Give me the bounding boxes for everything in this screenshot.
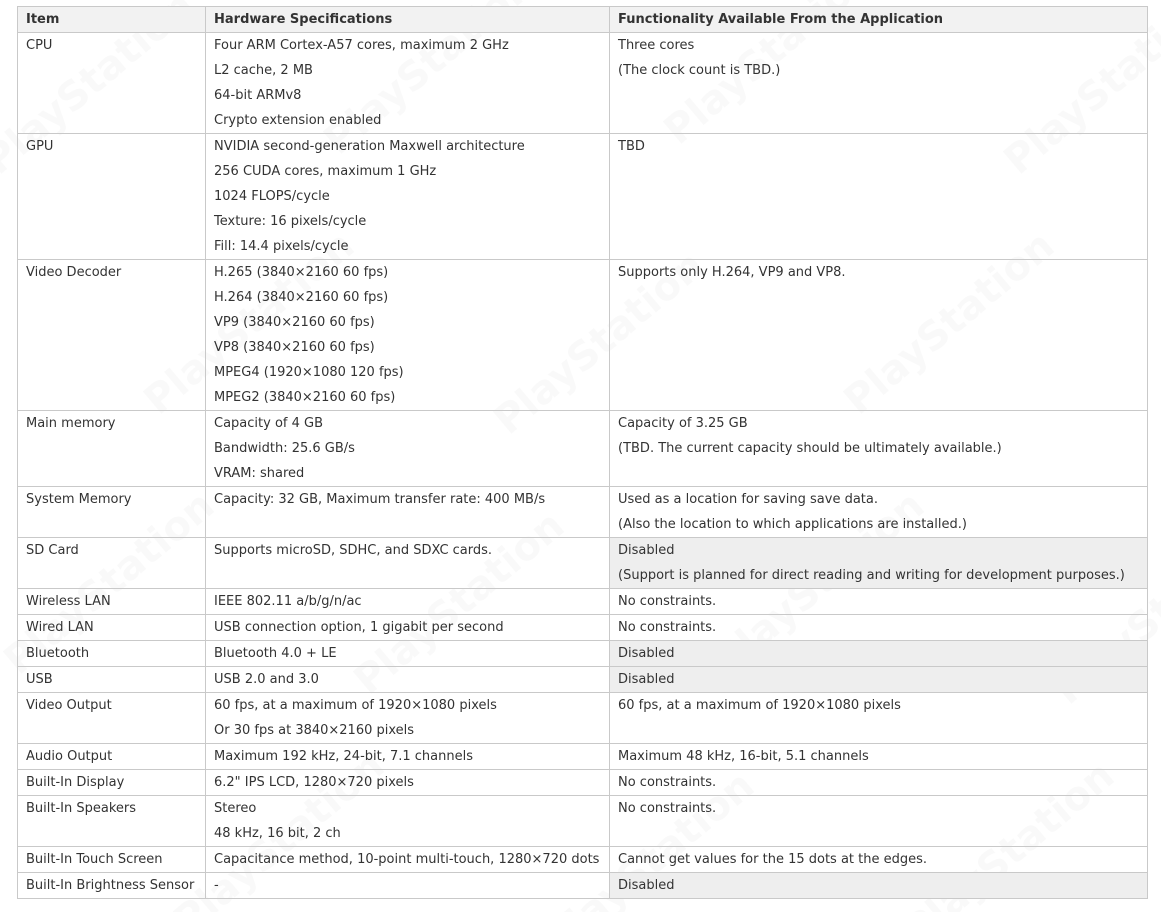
- hardware-spec-line: Four ARM Cortex-A57 cores, maximum 2 GHz: [214, 38, 509, 53]
- item-label: SD Card: [26, 543, 79, 558]
- hardware-spec-cell: [206, 873, 610, 899]
- functionality-line: No constraints.: [618, 594, 717, 609]
- functionality-cell: [610, 744, 1148, 770]
- functionality-line: No constraints.: [618, 801, 717, 816]
- item-cell: [18, 693, 206, 744]
- item-label: GPU: [26, 139, 54, 154]
- table-row: [18, 538, 1148, 589]
- functionality-line: No constraints.: [618, 620, 717, 635]
- functionality-cell: [610, 411, 1148, 487]
- functionality-cell: [610, 33, 1148, 134]
- item-cell: [18, 134, 206, 260]
- functionality-line: TBD: [618, 139, 645, 154]
- item-cell: [18, 487, 206, 538]
- hardware-spec-line: VP8 (3840×2160 60 fps): [214, 340, 375, 355]
- hardware-spec-cell: [206, 411, 610, 487]
- item-label: System Memory: [26, 492, 132, 507]
- hardware-spec-line: USB connection option, 1 gigabit per second: [214, 620, 504, 635]
- header-functionality: Functionality Available From the Application: [610, 7, 1148, 33]
- item-cell: [18, 538, 206, 589]
- hardware-spec-cell: [206, 487, 610, 538]
- hardware-spec-line: MPEG2 (3840×2160 60 fps): [214, 390, 396, 405]
- table-body: [18, 33, 1148, 899]
- functionality-line: Maximum 48 kHz, 16-bit, 5.1 channels: [618, 749, 869, 764]
- hardware-spec-cell: [206, 796, 610, 847]
- table-row: [18, 796, 1148, 847]
- item-label: Built-In Touch Screen: [26, 852, 163, 867]
- table-row: [18, 589, 1148, 615]
- hardware-spec-line: Crypto extension enabled: [214, 113, 382, 128]
- hardware-spec-line: H.264 (3840×2160 60 fps): [214, 290, 389, 305]
- hardware-spec-cell: [206, 615, 610, 641]
- functionality-cell: [610, 615, 1148, 641]
- hardware-spec-line: USB 2.0 and 3.0: [214, 672, 319, 687]
- item-label: Audio Output: [26, 749, 113, 764]
- functionality-line: Used as a location for saving save data.: [618, 492, 879, 507]
- functionality-line: Cannot get values for the 15 dots at the edges.: [618, 852, 928, 867]
- functionality-cell: [610, 693, 1148, 744]
- hardware-spec-line: Capacitance method, 10-point multi-touch, 1280×720 dots: [214, 852, 600, 867]
- hardware-spec-line: L2 cache, 2 MB: [214, 63, 313, 78]
- item-label: Wired LAN: [26, 620, 94, 635]
- table-row: [18, 260, 1148, 411]
- table-row: [18, 667, 1148, 693]
- item-label: CPU: [26, 38, 53, 53]
- hardware-spec-line: 60 fps, at a maximum of 1920×1080 pixels: [214, 698, 497, 713]
- item-cell: [18, 615, 206, 641]
- functionality-line: Disabled: [618, 543, 675, 558]
- functionality-line: 60 fps, at a maximum of 1920×1080 pixels: [618, 698, 901, 713]
- item-label: Bluetooth: [26, 646, 90, 661]
- functionality-cell: [610, 873, 1148, 899]
- item-label: Built-In Display: [26, 775, 125, 790]
- hardware-spec-line: VP9 (3840×2160 60 fps): [214, 315, 375, 330]
- item-label: Video Decoder: [26, 265, 122, 280]
- header-item: Item: [18, 7, 206, 33]
- item-cell: [18, 260, 206, 411]
- hardware-spec-line: NVIDIA second-generation Maxwell architecture: [214, 139, 525, 154]
- functionality-cell: [610, 847, 1148, 873]
- hardware-spec-line: 1024 FLOPS/cycle: [214, 189, 330, 204]
- hardware-spec-line: 48 kHz, 16 bit, 2 ch: [214, 826, 341, 841]
- functionality-cell: [610, 770, 1148, 796]
- hardware-spec-line: Supports microSD, SDHC, and SDXC cards.: [214, 543, 493, 558]
- item-cell: [18, 411, 206, 487]
- hardware-spec-cell: [206, 33, 610, 134]
- table-row: [18, 847, 1148, 873]
- item-label: Built-In Brightness Sensor: [26, 878, 195, 893]
- functionality-line: (Also the location to which applications are installed.): [618, 517, 967, 532]
- hardware-spec-line: 6.2" IPS LCD, 1280×720 pixels: [214, 775, 414, 790]
- hardware-spec-cell: [206, 693, 610, 744]
- hardware-spec-line: IEEE 802.11 a/b/g/n/ac: [214, 594, 362, 609]
- item-cell: [18, 847, 206, 873]
- functionality-cell: [610, 667, 1148, 693]
- hardware-spec-cell: [206, 744, 610, 770]
- functionality-line: Capacity of 3.25 GB: [618, 416, 748, 431]
- hardware-spec-line: Capacity: 32 GB, Maximum transfer rate: 400 MB/s: [214, 492, 546, 507]
- functionality-cell: [610, 538, 1148, 589]
- functionality-line: (TBD. The current capacity should be ultimately available.): [618, 441, 1002, 456]
- hardware-spec-cell: [206, 667, 610, 693]
- table-row: [18, 693, 1148, 744]
- item-label: Wireless LAN: [26, 594, 111, 609]
- functionality-cell: [610, 641, 1148, 667]
- hardware-spec-line: Maximum 192 kHz, 24-bit, 7.1 channels: [214, 749, 474, 764]
- functionality-line: (Support is planned for direct reading and writing for development purposes.): [618, 568, 1125, 583]
- header-hardware-specifications: Hardware Specifications: [206, 7, 610, 33]
- hardware-spec-line: Or 30 fps at 3840×2160 pixels: [214, 723, 415, 738]
- hardware-spec-line: -: [214, 878, 219, 893]
- functionality-line: No constraints.: [618, 775, 717, 790]
- item-cell: [18, 770, 206, 796]
- table-row: [18, 134, 1148, 260]
- hardware-spec-line: MPEG4 (1920×1080 120 fps): [214, 365, 404, 380]
- table-row: [18, 744, 1148, 770]
- hardware-spec-line: H.265 (3840×2160 60 fps): [214, 265, 389, 280]
- hardware-spec-cell: [206, 134, 610, 260]
- table-row: [18, 411, 1148, 487]
- item-cell: [18, 796, 206, 847]
- table-header-row: [18, 7, 1148, 33]
- table-row: [18, 641, 1148, 667]
- functionality-line: Disabled: [618, 646, 675, 661]
- specs-table: [17, 6, 1148, 899]
- item-label: USB: [26, 672, 53, 687]
- table-row: [18, 487, 1148, 538]
- item-cell: [18, 641, 206, 667]
- hardware-spec-cell: [206, 589, 610, 615]
- functionality-cell: [610, 487, 1148, 538]
- item-label: Main memory: [26, 416, 116, 431]
- item-cell: [18, 589, 206, 615]
- item-cell: [18, 744, 206, 770]
- functionality-cell: [610, 260, 1148, 411]
- item-cell: [18, 873, 206, 899]
- hardware-spec-line: Bandwidth: 25.6 GB/s: [214, 441, 355, 456]
- item-label: Video Output: [26, 698, 112, 713]
- functionality-line: (The clock count is TBD.): [618, 63, 781, 78]
- hardware-spec-cell: [206, 641, 610, 667]
- item-cell: [18, 667, 206, 693]
- functionality-cell: [610, 589, 1148, 615]
- table-row: [18, 770, 1148, 796]
- functionality-line: Disabled: [618, 878, 675, 893]
- functionality-line: Supports only H.264, VP9 and VP8.: [618, 265, 846, 280]
- hardware-spec-line: Texture: 16 pixels/cycle: [214, 214, 367, 229]
- hardware-spec-line: VRAM: shared: [214, 466, 305, 481]
- hardware-spec-line: 256 CUDA cores, maximum 1 GHz: [214, 164, 437, 179]
- hardware-spec-cell: [206, 847, 610, 873]
- table-row: [18, 615, 1148, 641]
- item-label: Built-In Speakers: [26, 801, 137, 816]
- hardware-spec-line: 64-bit ARMv8: [214, 88, 302, 103]
- functionality-cell: [610, 134, 1148, 260]
- functionality-line: Disabled: [618, 672, 675, 687]
- table-row: [18, 873, 1148, 899]
- item-cell: [18, 33, 206, 134]
- hardware-spec-cell: [206, 770, 610, 796]
- hardware-spec-line: Bluetooth 4.0 + LE: [214, 646, 337, 661]
- hardware-spec-line: Stereo: [214, 801, 257, 816]
- table-row: [18, 33, 1148, 134]
- functionality-line: Three cores: [618, 38, 695, 53]
- functionality-cell: [610, 796, 1148, 847]
- hardware-spec-cell: [206, 260, 610, 411]
- hardware-spec-cell: [206, 538, 610, 589]
- hardware-spec-line: Fill: 14.4 pixels/cycle: [214, 239, 349, 254]
- hardware-spec-line: Capacity of 4 GB: [214, 416, 324, 431]
